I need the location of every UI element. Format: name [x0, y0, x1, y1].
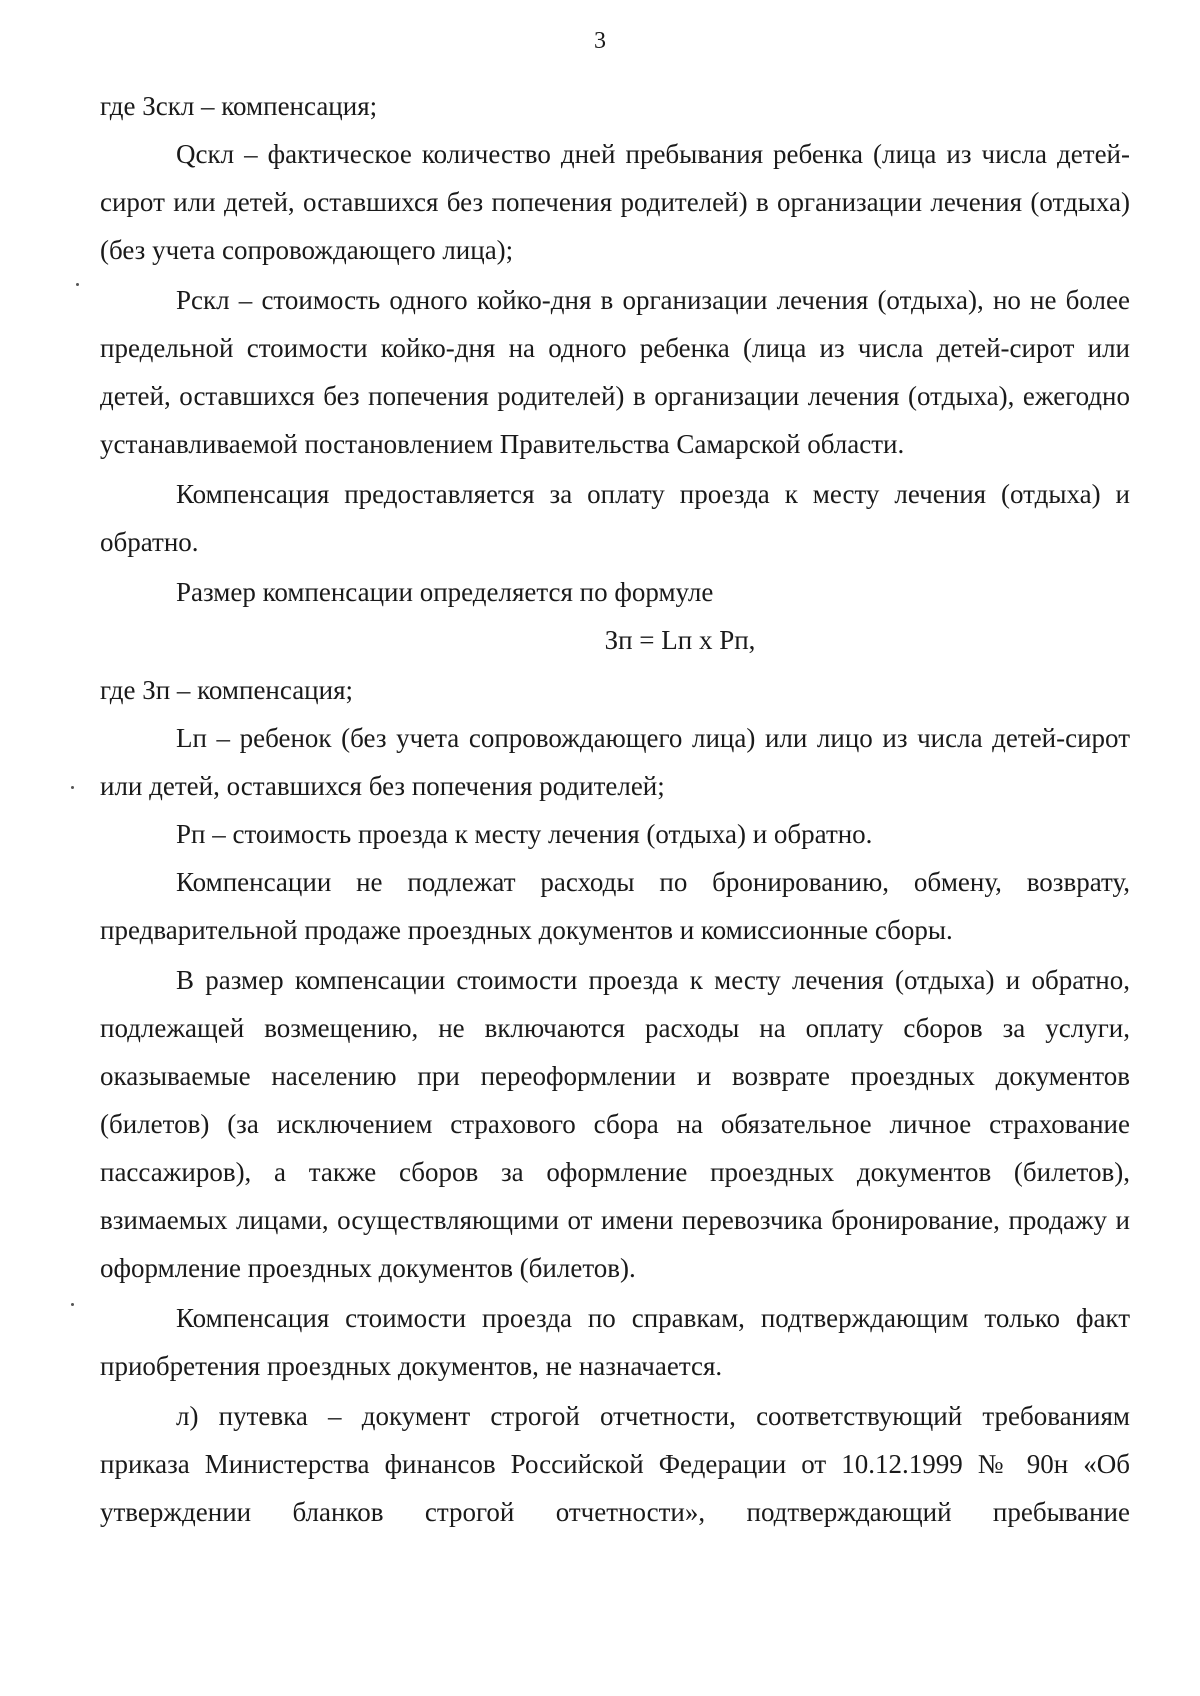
- paragraph-formula-intro: Размер компенсации определяется по формуле: [176, 577, 714, 607]
- paragraph-definition-lp: Lп – ребенок (без учета сопровождающего лица) или лицо из числа детей-сирот или детей, оставшихся без попечения родителей;: [100, 723, 1130, 801]
- paragraph-definition-zskl: где Зскл – компенсация;: [100, 91, 378, 121]
- paragraph-item-l-voucher: л) путевка – документ строгой отчетности, соответствующий требованиям приказа Министерства финансов Российской Федерации от 10.12.1999 № 90н «Об утверждении бланков строгой отчетности», подтверждающий пребывание: [100, 1401, 1130, 1527]
- paragraph-excluded-service-charges: В размер компенсации стоимости проезда к месту лечения (отдыха) и обратно, подлежащей возмещению, не включаются расходы на оплату сборов за услуги, оказываемые населению при переоформлении и возврате проездных документов (билетов) (за исключением страхового сбора на обязательное личное страхование пассажиров), а также сборов за оформление проездных документов (билетов), взимаемых лицами, осуществляющими от имени перевозчика бронирование, продажу и оформление проездных документов (билетов).: [100, 965, 1130, 1283]
- scan-speck: [76, 283, 79, 286]
- paragraph-definition-qskl: Qскл – фактическое количество дней пребывания ребенка (лица из числа детей-сирот или детей, оставшихся без попечения родителей) в организации лечения (отдыха) (без учета сопровождающего лица);: [100, 139, 1130, 265]
- scan-speck: [71, 786, 74, 789]
- page-number: 3: [594, 28, 606, 54]
- paragraph-travel-compensation: Компенсация предоставляется за оплату проезда к месту лечения (отдыха) и обратно.: [100, 479, 1130, 557]
- document-body: [100, 82, 1130, 1536]
- paragraph-definition-rskl: Рскл – стоимость одного койко-дня в организации лечения (отдыха), но не более предельной стоимости койко-дня на одного ребенка (лица из числа детей-сирот или детей, оставшихся без попечения родителей) в организации лечения (отдыха), ежегодно устанавливаемой постановлением Правительства Самарской области.: [100, 285, 1130, 459]
- paragraph-definition-rp: Рп – стоимость проезда к месту лечения (отдыха) и обратно.: [176, 819, 873, 849]
- paragraph-certificates: Компенсация стоимости проезда по справкам, подтверждающим только факт приобретения проездных документов, не назначается.: [100, 1303, 1130, 1381]
- paragraph-excluded-fees: Компенсации не подлежат расходы по бронированию, обмену, возврату, предварительной продаже проездных документов и комиссионные сборы.: [100, 867, 1130, 945]
- paragraph-definition-zp: где Зп – компенсация;: [100, 675, 353, 705]
- scan-speck: [71, 1303, 74, 1306]
- formula-travel: Зп = Lп x Рп,: [604, 625, 756, 655]
